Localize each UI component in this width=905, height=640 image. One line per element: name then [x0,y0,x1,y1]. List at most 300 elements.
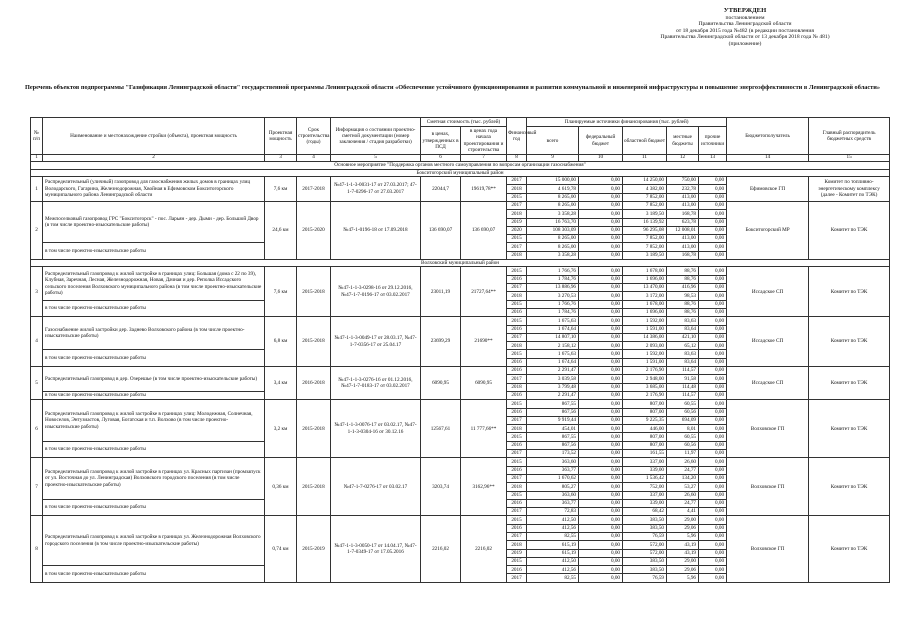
finance-regional: 1 696,00 [623,308,667,316]
finance-federal: 0,00 [579,574,623,582]
finance-regional: 1 592,00 [623,350,667,358]
finance-other: 0,00 [699,483,727,491]
project-recipient: Волховское ГП [727,400,809,458]
finance-federal: 0,00 [579,474,623,482]
finance-total: 1 674,64 [527,325,579,333]
project-gaa: Комитет по ТЭК [809,458,890,516]
project-name: Межпоселковый газопровод ГРС "Бокситогорск" - пос. Ларьян - дер. Дыми - дер. Большой Двор (в том числе проектно-изыскательские работы) [43,201,265,242]
finance-other: 0,00 [699,317,727,325]
finance-other: 0,00 [699,235,727,243]
finance-year: 2017 [507,574,527,582]
finance-year: 2015 [507,317,527,325]
column-number-row [31,155,890,162]
project-recipient: Бокситогорский МР [727,201,809,259]
finance-federal: 0,00 [579,350,623,358]
finance-regional: 337,00 [623,491,667,499]
finance-regional: 1 591,00 [623,325,667,333]
finance-regional: 2 176,90 [623,391,667,399]
finance-year: 2015 [507,491,527,499]
finance-total: 615,19 [527,541,579,549]
project-number: 7 [31,458,43,516]
finance-local: 168,78 [667,210,699,218]
finance-federal: 0,00 [579,541,623,549]
finance-local: 5,96 [667,532,699,540]
finance-other: 0,00 [699,566,727,574]
finance-local: 114,48 [667,383,699,391]
finance-federal: 0,00 [579,532,623,540]
finance-federal: 0,00 [579,177,623,185]
table-row [31,317,890,325]
project-cost-pd: 136 690,07 [421,201,461,259]
finance-other: 0,00 [699,524,727,532]
finance-other: 0,00 [699,367,727,375]
finance-total: 3 270,53 [527,292,579,300]
finance-other: 0,00 [699,267,727,275]
finance-local: 26,60 [667,491,699,499]
finance-total: 615,19 [527,549,579,557]
finance-other: 0,00 [699,450,727,458]
finance-regional: 446,00 [623,425,667,433]
project-number: 3 [31,267,43,317]
finance-local: 416,96 [667,284,699,292]
finance-federal: 0,00 [579,185,623,193]
finance-total: 173,52 [527,450,579,458]
finance-local: 88,76 [667,308,699,316]
header-loc: местные бюджеты [667,127,699,155]
project-term: 2015-2018 [297,458,331,516]
finance-total: 8 265,00 [527,193,579,201]
finance-regional: 807,00 [623,441,667,449]
finance-federal: 0,00 [579,408,623,416]
finance-regional: 572,00 [623,541,667,549]
finance-federal: 0,00 [579,243,623,251]
finance-other: 0,00 [699,300,727,308]
activity-title: Основное мероприятие "Поддержка органов местного самоуправления по вопросам организации газоснабжения" [31,162,890,170]
finance-local: 5,96 [667,574,699,582]
project-cost-current: 21727,64** [461,267,507,317]
finance-total: 16 763,70 [527,218,579,226]
finance-regional: 339,00 [623,499,667,507]
table-row [31,516,890,524]
finance-total: 2 291,47 [527,391,579,399]
finance-regional: 3 172,00 [623,292,667,300]
finance-regional: 1 536,42 [623,474,667,482]
finance-other: 0,00 [699,574,727,582]
project-subtext: в том числе проектно-изыскательские работы [43,391,265,399]
project-subtext: в том числе проектно-изыскательские работы [43,300,265,317]
finance-other: 0,00 [699,308,727,316]
project-cost-current: 3162,96** [461,458,507,516]
finance-federal: 0,00 [579,416,623,424]
column-number: 5 [331,155,421,162]
finance-total: 3 358,28 [527,210,579,218]
finance-local: 60,55 [667,433,699,441]
finance-regional: 7 852,00 [623,193,667,201]
finance-total: 412,56 [527,524,579,532]
finance-federal: 0,00 [579,226,623,234]
finance-other: 0,00 [699,375,727,383]
finance-year: 2018 [507,383,527,391]
finance-local: 88,76 [667,267,699,275]
finance-other: 0,00 [699,243,727,251]
finance-federal: 0,00 [579,193,623,201]
finance-other: 0,00 [699,358,727,366]
finance-regional: 383,50 [623,516,667,524]
header-docs: Информация о состоянии проектно-сметной документации (номер заключения / стадия разработки) [331,118,421,155]
finance-regional: 383,50 [623,524,667,532]
finance-year: 2016 [507,325,527,333]
project-cost-pd: 2216,02 [421,516,461,582]
project-recipient: Волховское ГП [727,458,809,516]
finance-local: 53,27 [667,483,699,491]
finance-year: 2015 [507,400,527,408]
project-subtext: в том числе проектно-изыскательские работы [43,499,265,516]
project-term: 2015-2020 [297,201,331,259]
finance-regional: 7 852,00 [623,243,667,251]
finance-year: 2015 [507,516,527,524]
finance-local: 413,00 [667,243,699,251]
finance-total: 454,01 [527,425,579,433]
finance-other: 0,00 [699,218,727,226]
finance-total: 412,50 [527,516,579,524]
table-row [31,267,890,275]
finance-local: 232,78 [667,185,699,193]
finance-other: 0,00 [699,275,727,283]
finance-other: 0,00 [699,391,727,399]
finance-local: 83,64 [667,325,699,333]
finance-total: 108 303,09 [527,226,579,234]
finance-federal: 0,00 [579,308,623,316]
finance-year: 2015 [507,235,527,243]
finance-federal: 0,00 [579,483,623,491]
finance-total: 867,55 [527,400,579,408]
finance-regional: 14 386,00 [623,333,667,341]
finance-year: 2019 [507,218,527,226]
finance-federal: 0,00 [579,491,623,499]
finance-other: 0,00 [699,441,727,449]
project-gaa: Комитет по ТЭК [809,367,890,400]
finance-federal: 0,00 [579,566,623,574]
header-num: № п/п [31,118,43,155]
finance-year: 2017 [507,333,527,341]
finance-total: 15 000,00 [527,177,579,185]
project-cost-pd: 23699,29 [421,317,461,367]
finance-regional: 96 295,08 [623,226,667,234]
project-name: Распределительный газопровод к жилой застройке в границах ул. Красных партизан (промзапуск от ул. Восточная до ул. Ленинградская) Волховского городского поселения (в том числе проектно-изыскательские работы) [43,458,265,499]
finance-total: 805,27 [527,483,579,491]
finance-other: 0,00 [699,474,727,482]
finance-year: 2015 [507,350,527,358]
approval-line: Правительства Ленинградской области [698,21,792,28]
finance-year: 2016 [507,408,527,416]
finance-regional: 337,00 [623,458,667,466]
finance-other: 0,00 [699,210,727,218]
finance-total: 3 039,58 [527,375,579,383]
finance-total: 9 919,44 [527,416,579,424]
column-number: 1 [31,155,43,162]
project-number: 4 [31,317,43,367]
project-name: Газоснабжение жилой застройки дер. Заднево Волховского района (в том числе проектно-изыскательские работы) [43,317,265,350]
finance-regional: 3 685,00 [623,383,667,391]
project-name: Распределительный газопровод к жилой застройке в границах улиц: Большая (дома с 22 по 39), Клубная, Заречная, Лесная, Железнодорожная, Новая, Дачная и дер. Реполка Иссадского сельского поселения Волховского муниципального района (в том числе проектно-изыскательские работы) [43,267,265,300]
project-cost-pd: 12567,61 [421,400,461,458]
finance-regional: 1 696,00 [623,275,667,283]
finance-total: 3 358,28 [527,251,579,259]
finance-federal: 0,00 [579,251,623,259]
finance-year: 2016 [507,499,527,507]
project-cost-current: 6090,95 [461,367,507,400]
finance-other: 0,00 [699,425,727,433]
finance-regional: 3 189,50 [623,251,667,259]
finance-total: 4 619,78 [527,185,579,193]
project-cost-pd: 23011,19 [421,267,461,317]
project-number: 8 [31,516,43,582]
project-term: 2015-2018 [297,317,331,367]
finance-other: 0,00 [699,541,727,549]
finance-federal: 0,00 [579,450,623,458]
finance-local: 413,00 [667,193,699,201]
header-reg: областной бюджет [623,127,667,155]
finance-total: 8 265,00 [527,243,579,251]
column-number: 3 [265,155,297,162]
finance-year: 2016 [507,566,527,574]
header-recipient: Бюджетополучатель [727,118,809,155]
project-term: 2016-2018 [297,367,331,400]
finance-total: 1 675,63 [527,350,579,358]
table-row [31,400,890,408]
approval-heading: УТВЕРЖДЕН [723,7,767,14]
finance-regional: 7 852,00 [623,201,667,209]
finance-other: 0,00 [699,408,727,416]
finance-federal: 0,00 [579,325,623,333]
finance-federal: 0,00 [579,201,623,209]
project-cost-current: 19619,78** [461,177,507,202]
finance-year: 2017 [507,532,527,540]
finance-year: 2018 [507,251,527,259]
project-docs: №47-1-1-3-0050-17 от 14.04.17, №47-1-7-0349-17 от 17.05.2016 [331,516,421,582]
project-cost-current: 21690** [461,317,507,367]
finance-other: 0,00 [699,458,727,466]
table-row [31,458,890,466]
finance-regional: 14 250,00 [623,177,667,185]
finance-federal: 0,00 [579,317,623,325]
header-cost: Сметная стоимость (тыс. рублей) [421,118,507,127]
finance-federal: 0,00 [579,425,623,433]
finance-year: 2016 [507,524,527,532]
header-term: Срок строительства (годы) [297,118,331,155]
finance-year: 2016 [507,391,527,399]
project-name: Распределительный газопровод к жилой застройке в границах ул. Железнодорожная Волховского городского поселения (в том числе проектно-изыскательские работы) [43,516,265,566]
finance-year: 2018 [507,185,527,193]
finance-year: 2017 [507,177,527,185]
finance-federal: 0,00 [579,499,623,507]
finance-regional: 13 470,00 [623,284,667,292]
finance-other: 0,00 [699,325,727,333]
finance-regional: 1 678,00 [623,300,667,308]
project-gaa: Комитет по ТЭК [809,201,890,259]
document-title: Перечень объектов подпрограммы "Газификация Ленинградской области" государственной программы Ленинградской области «Обеспечение устойчивого функционирования и развития коммунальной и инженерной инфраструктуры и повышение энергоэффективности в Ленинградской области» [24,84,881,91]
finance-federal: 0,00 [579,524,623,532]
finance-federal: 0,00 [579,267,623,275]
project-cost-pd: 22044,7 [421,177,461,202]
project-subtext: в том числе проектно-изыскательские работы [43,566,265,583]
project-docs: №47-1-0196-18 от 17.09.2018 [331,201,421,259]
finance-total: 1 674,64 [527,358,579,366]
finance-local: 29,06 [667,524,699,532]
finance-local: 60,55 [667,400,699,408]
finance-local: 4,41 [667,508,699,516]
finance-total: 1 766,76 [527,300,579,308]
approval-line: (приложение) [728,40,762,47]
project-capacity: 24,6 км [265,201,297,259]
column-number: 11 [623,155,667,162]
finance-total: 8 265,00 [527,235,579,243]
header-plan: Планируемые источники финансирования (тыс. рублей) [527,118,727,127]
finance-federal: 0,00 [579,210,623,218]
finance-total: 13 886,96 [527,284,579,292]
finance-year: 2017 [507,474,527,482]
finance-local: 88,76 [667,300,699,308]
header-row [31,118,890,127]
finance-total: 82,55 [527,532,579,540]
finance-other: 0,00 [699,284,727,292]
column-number: 12 [667,155,699,162]
finance-regional: 76,59 [623,574,667,582]
finance-federal: 0,00 [579,367,623,375]
finance-local: 43,19 [667,549,699,557]
column-number: 4 [297,155,331,162]
project-cost-current: 11 777,66** [461,400,507,458]
finance-total: 363,77 [527,466,579,474]
finance-year: 2019 [507,549,527,557]
finance-year: 2015 [507,300,527,308]
finance-federal: 0,00 [579,333,623,341]
finance-regional: 807,00 [623,408,667,416]
finance-year: 2017 [507,416,527,424]
finance-federal: 0,00 [579,375,623,383]
approval-stamp [595,8,895,48]
objects-table [30,117,890,583]
project-capacity: 0,74 км [265,516,297,582]
finance-local: 12 008,01 [667,226,699,234]
finance-local: 421,10 [667,333,699,341]
project-capacity: 3,4 км [265,367,297,400]
column-number: 14 [727,155,809,162]
finance-local: 114,57 [667,367,699,375]
project-number: 5 [31,367,43,400]
header-total: всего [527,127,579,155]
finance-total: 2 158,12 [527,342,579,350]
finance-federal: 0,00 [579,458,623,466]
project-recipient: Волховское ГП [727,516,809,582]
finance-other: 0,00 [699,193,727,201]
finance-local: 29,06 [667,566,699,574]
finance-federal: 0,00 [579,218,623,226]
finance-regional: 2 948,00 [623,375,667,383]
finance-year: 2017 [507,284,527,292]
finance-other: 0,00 [699,185,727,193]
header-cost-current: в ценах года начала проектирования и строительства [461,127,507,155]
header-fed: федеральный бюджет [579,127,623,155]
finance-regional: 807,00 [623,400,667,408]
finance-total: 1 675,63 [527,317,579,325]
project-gaa: Комитет по ТЭК [809,267,890,317]
finance-regional: 76,59 [623,532,667,540]
finance-total: 8 265,00 [527,201,579,209]
finance-regional: 1 592,00 [623,317,667,325]
finance-local: 29,00 [667,516,699,524]
finance-local: 91,58 [667,375,699,383]
finance-federal: 0,00 [579,284,623,292]
finance-regional: 752,00 [623,483,667,491]
finance-total: 3 799,48 [527,383,579,391]
finance-regional: 572,00 [623,549,667,557]
finance-year: 2018 [507,210,527,218]
project-recipient: Иссадское СП [727,267,809,317]
finance-other: 0,00 [699,201,727,209]
header-other: прочие источники [699,127,727,155]
finance-regional: 7 852,00 [623,235,667,243]
finance-year: 2017 [507,375,527,383]
finance-federal: 0,00 [579,391,623,399]
column-number: 8 [507,155,527,162]
approval-line: Правительства Ленинградской области от 13 декабря 2018 года № 481) [660,34,830,41]
district-row [31,259,890,267]
project-capacity: 7,6 км [265,267,297,317]
project-gaa: Комитет по топливно-энергетическому комплексу (далее - Комитет по ТЭК) [809,177,890,202]
finance-federal: 0,00 [579,400,623,408]
header-name: Наименование и местонахождение стройки (объекта), проектная мощность [43,118,265,155]
column-number: 15 [809,155,890,162]
finance-year: 2017 [507,201,527,209]
project-gaa: Комитет по ТЭК [809,317,890,367]
finance-regional: 2 093,00 [623,342,667,350]
project-cost-pd: 3203,74 [421,458,461,516]
finance-year: 2018 [507,292,527,300]
finance-total: 363,60 [527,458,579,466]
finance-year: 2016 [507,358,527,366]
finance-federal: 0,00 [579,358,623,366]
finance-year: 2015 [507,193,527,201]
finance-local: 83,63 [667,350,699,358]
finance-local: 134,20 [667,474,699,482]
finance-other: 0,00 [699,383,727,391]
project-term: 2015-2018 [297,400,331,458]
finance-federal: 0,00 [579,441,623,449]
finance-other: 0,00 [699,433,727,441]
finance-local: 11,97 [667,450,699,458]
district-title: Волховский муниципальный район [31,259,890,267]
finance-total: 867,56 [527,408,579,416]
project-recipient: Иссадское СП [727,317,809,367]
project-cost-pd: 6090,95 [421,367,461,400]
project-subtext: в том числе проектно-изыскательские работы [43,441,265,458]
project-gaa: Комитет по ТЭК [809,516,890,582]
project-name: Распределительный (уличный) газопровод для газоснабжения жилых домов в границах улиц Володарского, Гагарина, Железнодорожная, Хвойная в Ефимовском Бокситогорского муниципального района Ленинградской области [43,177,265,202]
finance-year: 2018 [507,425,527,433]
finance-other: 0,00 [699,516,727,524]
finance-local: 65,12 [667,342,699,350]
column-number: 13 [699,155,727,162]
finance-regional: 383,50 [623,566,667,574]
finance-year: 2017 [507,243,527,251]
finance-local: 623,78 [667,218,699,226]
finance-other: 0,00 [699,491,727,499]
finance-local: 26,60 [667,458,699,466]
finance-total: 412,50 [527,557,579,565]
header-gaa: Главный распорядитель бюджетных средств [809,118,890,155]
finance-regional: 383,50 [623,557,667,565]
